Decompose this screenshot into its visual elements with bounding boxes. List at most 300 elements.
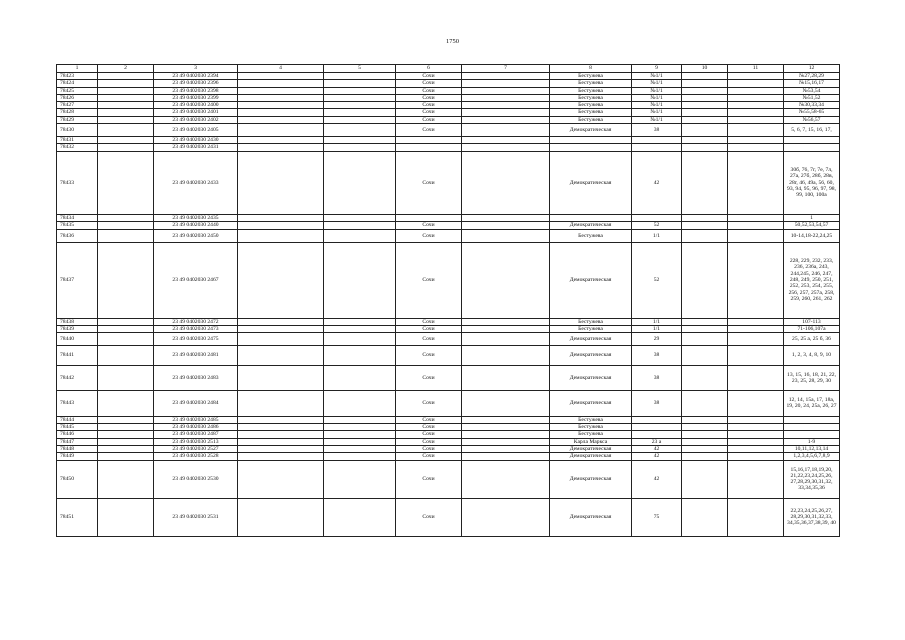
table-cell-col-11 [728,242,784,318]
table-cell-col-10 [682,215,728,222]
table-cell-col-9: №1/1 [632,116,682,123]
table-cell-col-11 [728,215,784,222]
table-cell-col-12: 10,11,12,13,14 [784,445,840,452]
table-cell-col-8: Бестужева [550,87,632,94]
table-cell-col-9: 1/1 [632,229,682,242]
table-cell-col-12 [784,137,840,144]
table-cell-col-3: 23 49 0402030 2531 [154,498,238,536]
table-cell-col-2 [98,87,154,94]
table-cell-col-2 [98,453,154,460]
table-cell-col-4 [238,94,324,101]
table-cell-col-3: 23 49 0402030 2467 [154,242,238,318]
table-row [57,346,840,365]
table-cell-col-2 [98,365,154,391]
table-cell-col-5 [324,94,396,101]
table-cell-col-7 [462,438,550,445]
table-cell-col-9: 42 [632,445,682,452]
table-cell-col-10 [682,80,728,87]
table-cell-col-5 [324,215,396,222]
table-cell-col-4 [238,498,324,536]
table-cell-col-1: 78450 [57,460,98,498]
table-cell-col-8: Бестужева [550,431,632,438]
table-row [57,151,840,214]
table-cell-col-2 [98,498,154,536]
table-cell-col-9: 42 [632,151,682,214]
table-cell-col-7 [462,431,550,438]
table-cell-col-7 [462,215,550,222]
table-cell-col-1: 78426 [57,94,98,101]
table-cell-col-12 [784,416,840,423]
table-row [57,116,840,123]
table-cell-col-10 [682,498,728,536]
table-cell-col-10 [682,424,728,431]
table-cell-col-7 [462,94,550,101]
table-cell-col-8: Бестужева [550,416,632,423]
table-cell-col-11 [728,87,784,94]
table-cell-col-5 [324,325,396,332]
table-cell-col-12: 13, 15, 16, 18, 21, 22, 23, 25, 28, 29, 30 [784,365,840,391]
table-cell-col-2 [98,325,154,332]
table-cell-col-9: 1/1 [632,318,682,325]
table-cell-col-3: 23 49 0402030 2405 [154,124,238,137]
table-cell-col-9: 38 [632,391,682,417]
column-header: 5 [324,65,396,73]
table-cell-col-7 [462,137,550,144]
table-row [57,87,840,94]
table-cell-col-10 [682,87,728,94]
table-cell-col-12: 25, 25 а, 25 б, 36 [784,333,840,346]
table-cell-col-11 [728,346,784,365]
table-cell-col-8: Демократическая [550,391,632,417]
table-cell-col-5 [324,438,396,445]
table-cell-col-10 [682,124,728,137]
table-cell-col-12: 22,23,24,25,26,27, 28,29,30,31,32,33, 34,35,36,37,38,39, 40 [784,498,840,536]
table-cell-col-4 [238,151,324,214]
column-header: 6 [396,65,462,73]
table-cell-col-7 [462,80,550,87]
table-cell-col-1: 78427 [57,102,98,109]
table-cell-col-2 [98,242,154,318]
table-cell-col-8: Демократическая [550,333,632,346]
table-cell-col-12: 1 [784,215,840,222]
table-cell-col-12: №55,58-65 [784,109,840,116]
table-cell-col-9: 52 [632,242,682,318]
table-cell-col-7 [462,116,550,123]
table-cell-col-9: №1/1 [632,73,682,80]
table-cell-col-5 [324,102,396,109]
table-cell-col-5 [324,80,396,87]
table-cell-col-1: 78423 [57,73,98,80]
table-cell-col-1: 78435 [57,222,98,229]
table-cell-col-12: 71-106,107а [784,325,840,332]
table-cell-col-1: 78430 [57,124,98,137]
table-cell-col-4 [238,80,324,87]
table-cell-col-4 [238,116,324,123]
table-cell-col-3: 23 49 0402030 2487 [154,431,238,438]
table-cell-col-9: №1/1 [632,87,682,94]
table-cell-col-9: 42 [632,460,682,498]
table-cell-col-6: Сочи [396,431,462,438]
table-cell-col-9: 52 [632,222,682,229]
table-cell-col-1: 78446 [57,431,98,438]
table-cell-col-1: 78438 [57,318,98,325]
table-row [57,229,840,242]
table-cell-col-3: 23 49 0402030 2527 [154,445,238,452]
table-cell-col-4 [238,137,324,144]
table-cell-col-12: 1, 2, 3, 4, 8, 9, 10 [784,346,840,365]
table-cell-col-4 [238,124,324,137]
table-cell-col-7 [462,318,550,325]
table-cell-col-3: 23 49 0402030 2435 [154,215,238,222]
table-cell-col-8: Демократическая [550,460,632,498]
table-cell-col-2 [98,391,154,417]
table-row [57,460,840,498]
table-cell-col-11 [728,365,784,391]
table-cell-col-2 [98,215,154,222]
table-cell-col-1: 78445 [57,424,98,431]
table-cell-col-3: 23 49 0402030 2513 [154,438,238,445]
table-cell-col-5 [324,73,396,80]
column-header: 7 [462,65,550,73]
table-cell-col-8: Демократическая [550,365,632,391]
table-row [57,431,840,438]
registry-body [57,65,840,537]
table-cell-col-6: Сочи [396,325,462,332]
table-cell-col-5 [324,151,396,214]
table-cell-col-11 [728,109,784,116]
table-cell-col-5 [324,144,396,151]
table-cell-col-12: 30б, 76, 7г, 7е, 7л, 27а, 27б, 28б, 28в, 28г, 46, 49а, 56, 60, 93, 94, 95, 96, 97, 98, 99, 100, 100а [784,151,840,214]
table-cell-col-8 [550,144,632,151]
table-cell-col-9 [632,144,682,151]
table-cell-col-9: 42 [632,453,682,460]
table-cell-col-1: 78431 [57,137,98,144]
table-cell-col-11 [728,73,784,80]
table-cell-col-9: №1/1 [632,80,682,87]
table-cell-col-12 [784,431,840,438]
table-cell-col-10 [682,109,728,116]
table-cell-col-1: 78428 [57,109,98,116]
table-cell-col-4 [238,229,324,242]
table-cell-col-6 [396,215,462,222]
table-cell-col-8: Демократическая [550,151,632,214]
column-header: 10 [682,65,728,73]
table-cell-col-6: Сочи [396,498,462,536]
table-cell-col-11 [728,431,784,438]
table-cell-col-10 [682,333,728,346]
table-cell-col-3: 23 49 0402030 2431 [154,144,238,151]
table-cell-col-4 [238,391,324,417]
table-cell-col-6: Сочи [396,102,462,109]
table-cell-col-11 [728,222,784,229]
table-cell-col-8: Бестужева [550,325,632,332]
table-cell-col-5 [324,124,396,137]
table-cell-col-6: Сочи [396,460,462,498]
table-cell-col-11 [728,498,784,536]
table-row [57,453,840,460]
table-cell-col-4 [238,222,324,229]
table-cell-col-5 [324,242,396,318]
table-row [57,365,840,391]
table-cell-col-12: №51,52 [784,94,840,101]
table-cell-col-1: 78439 [57,325,98,332]
table-cell-col-8: Демократическая [550,453,632,460]
table-cell-col-10 [682,222,728,229]
table-cell-col-8: Бестужева [550,73,632,80]
table-row [57,445,840,452]
table-cell-col-11 [728,391,784,417]
table-cell-col-2 [98,109,154,116]
table-cell-col-3: 23 49 0402030 2399 [154,94,238,101]
table-cell-col-9 [632,137,682,144]
table-cell-col-6 [396,144,462,151]
table-cell-col-3: 23 49 0402030 2440 [154,222,238,229]
table-cell-col-12: 1-9 [784,438,840,445]
table-cell-col-3: 23 49 0402030 2481 [154,346,238,365]
table-cell-col-2 [98,137,154,144]
table-row [57,73,840,80]
table-cell-col-5 [324,424,396,431]
table-row [57,325,840,332]
table-cell-col-3: 23 49 0402030 2430 [154,137,238,144]
table-cell-col-8 [550,215,632,222]
table-cell-col-7 [462,445,550,452]
table-row [57,222,840,229]
table-cell-col-10 [682,151,728,214]
table-cell-col-10 [682,116,728,123]
table-cell-col-12: №30,33,34 [784,102,840,109]
table-cell-col-7 [462,151,550,214]
table-cell-col-2 [98,431,154,438]
table-cell-col-11 [728,424,784,431]
table-cell-col-7 [462,453,550,460]
table-cell-col-4 [238,453,324,460]
table-cell-col-3: 23 49 0402030 2528 [154,453,238,460]
table-cell-col-11 [728,438,784,445]
table-cell-col-4 [238,438,324,445]
table-cell-col-9 [632,215,682,222]
table-cell-col-7 [462,73,550,80]
table-row [57,242,840,318]
table-cell-col-2 [98,151,154,214]
table-cell-col-2 [98,416,154,423]
table-cell-col-4 [238,431,324,438]
table-cell-col-6: Сочи [396,453,462,460]
table-cell-col-11 [728,229,784,242]
table-cell-col-6: Сочи [396,124,462,137]
table-cell-col-4 [238,73,324,80]
table-cell-col-7 [462,325,550,332]
table-cell-col-10 [682,137,728,144]
table-cell-col-6: Сочи [396,424,462,431]
table-cell-col-10 [682,144,728,151]
table-cell-col-3: 23 49 0402030 2473 [154,325,238,332]
column-header: 1 [57,65,98,73]
table-cell-col-11 [728,144,784,151]
table-cell-col-8: Демократическая [550,222,632,229]
table-cell-col-8: Демократическая [550,346,632,365]
table-cell-col-7 [462,424,550,431]
registry-table [56,64,840,537]
table-cell-col-3: 23 49 0402030 2402 [154,116,238,123]
table-cell-col-12: 50,52,53,54,57 [784,222,840,229]
table-cell-col-6: Сочи [396,242,462,318]
table-cell-col-5 [324,116,396,123]
table-cell-col-4 [238,445,324,452]
table-cell-col-5 [324,229,396,242]
table-cell-col-5 [324,137,396,144]
table-cell-col-10 [682,445,728,452]
table-cell-col-10 [682,242,728,318]
table-cell-col-10 [682,73,728,80]
table-cell-col-10 [682,94,728,101]
table-cell-col-6: Сочи [396,318,462,325]
table-cell-col-2 [98,222,154,229]
table-cell-col-4 [238,87,324,94]
table-cell-col-3: 23 49 0402030 2475 [154,333,238,346]
table-cell-col-2 [98,438,154,445]
table-cell-col-3: 23 49 0402030 2396 [154,80,238,87]
table-cell-col-7 [462,124,550,137]
table-row [57,80,840,87]
table-cell-col-8: Карла Маркса [550,438,632,445]
table-cell-col-10 [682,460,728,498]
table-cell-col-4 [238,424,324,431]
table-cell-col-11 [728,416,784,423]
table-cell-col-4 [238,333,324,346]
table-cell-col-11 [728,137,784,144]
table-cell-col-11 [728,116,784,123]
table-cell-col-9: №1/1 [632,109,682,116]
table-cell-col-1: 78441 [57,346,98,365]
table-cell-col-12: 10-14,18-22,24,25 [784,229,840,242]
page-number: 1750 [446,38,459,45]
header-row [57,65,840,73]
table-cell-col-6: Сочи [396,94,462,101]
table-cell-col-6: Сочи [396,391,462,417]
table-cell-col-11 [728,460,784,498]
table-cell-col-5 [324,391,396,417]
table-cell-col-9: 38 [632,346,682,365]
table-cell-col-1: 78449 [57,453,98,460]
table-cell-col-8: Бестужева [550,229,632,242]
table-cell-col-11 [728,124,784,137]
table-cell-col-1: 78444 [57,416,98,423]
table-cell-col-5 [324,445,396,452]
table-cell-col-3: 23 49 0402030 2433 [154,151,238,214]
table-cell-col-10 [682,102,728,109]
table-cell-col-5 [324,333,396,346]
table-cell-col-2 [98,102,154,109]
table-cell-col-10 [682,325,728,332]
table-cell-col-2 [98,424,154,431]
table-cell-col-6: Сочи [396,333,462,346]
table-cell-col-6: Сочи [396,438,462,445]
table-cell-col-2 [98,445,154,452]
table-cell-col-10 [682,365,728,391]
table-cell-col-4 [238,365,324,391]
table-cell-col-7 [462,229,550,242]
table-row [57,416,840,423]
table-row [57,109,840,116]
table-cell-col-1: 78434 [57,215,98,222]
table-cell-col-3: 23 49 0402030 2398 [154,87,238,94]
table-cell-col-12: №56,57 [784,116,840,123]
table-cell-col-12 [784,144,840,151]
table-cell-col-4 [238,215,324,222]
table-row [57,94,840,101]
table-cell-col-9: 1/1 [632,325,682,332]
table-cell-col-3: 23 49 0402030 2486 [154,424,238,431]
table-cell-col-9 [632,424,682,431]
table-cell-col-12: 107-113 [784,318,840,325]
table-cell-col-2 [98,80,154,87]
table-cell-col-8: Бестужева [550,424,632,431]
table-cell-col-1: 78440 [57,333,98,346]
table-cell-col-6: Сочи [396,445,462,452]
table-cell-col-11 [728,333,784,346]
table-row [57,424,840,431]
table-cell-col-9 [632,431,682,438]
table-cell-col-3: 23 49 0402030 2450 [154,229,238,242]
table-cell-col-8 [550,137,632,144]
table-cell-col-4 [238,460,324,498]
table-cell-col-9: №1/1 [632,94,682,101]
table-cell-col-1: 78437 [57,242,98,318]
table-cell-col-1: 78451 [57,498,98,536]
table-cell-col-9 [632,416,682,423]
table-cell-col-2 [98,346,154,365]
table-cell-col-1: 78443 [57,391,98,417]
table-cell-col-5 [324,416,396,423]
table-cell-col-11 [728,80,784,87]
table-cell-col-7 [462,391,550,417]
table-cell-col-1: 78425 [57,87,98,94]
table-cell-col-1: 78448 [57,445,98,452]
table-cell-col-7 [462,109,550,116]
table-cell-col-3: 23 49 0402030 2483 [154,365,238,391]
table-row [57,124,840,137]
table-cell-col-3: 23 49 0402030 2485 [154,416,238,423]
table-cell-col-4 [238,325,324,332]
table-cell-col-5 [324,222,396,229]
table-cell-col-2 [98,318,154,325]
table-cell-col-11 [728,151,784,214]
table-cell-col-7 [462,460,550,498]
table-cell-col-12: 12, 14, 15а, 17, 18а, 19, 20, 24, 25а, 26, 27 [784,391,840,417]
table-cell-col-2 [98,116,154,123]
table-cell-col-12: №27,28,29 [784,73,840,80]
table-cell-col-1: 78429 [57,116,98,123]
table-cell-col-12: 1,2,3,4,5,6,7,8,9 [784,453,840,460]
table-cell-col-6: Сочи [396,222,462,229]
table-cell-col-10 [682,318,728,325]
table-cell-col-4 [238,416,324,423]
table-cell-col-3: 23 49 0402030 2530 [154,460,238,498]
table-cell-col-6: Сочи [396,87,462,94]
table-cell-col-7 [462,102,550,109]
table-cell-col-6: Сочи [396,346,462,365]
table-cell-col-8: Бестужева [550,318,632,325]
column-header: 11 [728,65,784,73]
table-row [57,391,840,417]
table-cell-col-8: Демократическая [550,124,632,137]
table-cell-col-8: Бестужева [550,94,632,101]
table-cell-col-7 [462,144,550,151]
table-cell-col-8: Бестужева [550,102,632,109]
table-row [57,144,840,151]
table-cell-col-7 [462,365,550,391]
